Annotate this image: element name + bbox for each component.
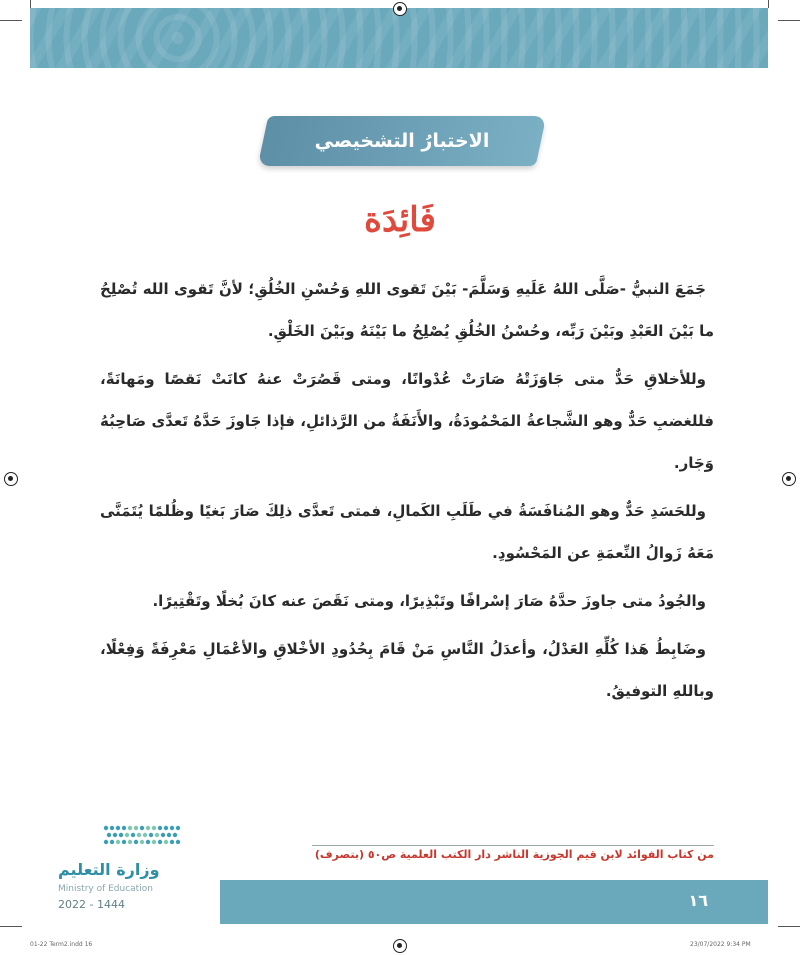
page-number: ١٦ xyxy=(688,891,708,910)
ministry-name-arabic: وزارة التعليم xyxy=(58,860,160,879)
top-decorative-band xyxy=(30,8,768,68)
footnote-source: من كتاب الفوائد لابن قيم الجوزية الناشر دار الكتب العلمية ص٥٠ (بتصرف) xyxy=(314,848,714,861)
banner-title: الاختبارُ التشخيصي xyxy=(314,130,490,152)
ministry-logo xyxy=(40,822,200,917)
paragraph: وللأخلاقِ حَدٌّ متى جَاوَزَتْهُ صَارَتْ عُدْوانًا، ومتى قَصُرَتْ عنهُ كانَتْ نَقصًا ومَهانَةً، فللغضبِ حَدٌّ وهو الشَّجاعةُ المَحْمُودَةُ، والأَنَفَةُ من الرَّذائلِ، فإذا جَاوزَ حَدَّهُ تَعدَّى صَاحِبُهُ وَجَار. xyxy=(100,370,714,472)
registration-mark-left xyxy=(4,472,18,486)
crop-mark xyxy=(30,0,31,8)
registration-mark-bottom xyxy=(393,939,407,953)
crop-mark xyxy=(778,20,800,21)
body-text xyxy=(100,268,714,718)
crop-mark xyxy=(0,926,22,927)
print-slug-left: 01-22 Term2.indd 16 xyxy=(30,941,93,948)
crop-mark xyxy=(0,20,22,21)
logo-dots-icon xyxy=(100,822,190,852)
registration-mark-top xyxy=(393,2,407,16)
footnote-divider xyxy=(312,845,714,846)
crop-mark xyxy=(768,0,769,8)
paragraph: وضَابِطُ هَذا كُلِّهِ العَدْلُ، وأعدَلُ النَّاسِ مَنْ قَامَ بِحُدُودِ الأخْلاقِ والأعْمَالِ مَعْرِفَةً وَفِعْلًا، وباللهِ التوفيقُ. xyxy=(100,640,714,700)
print-slug-right: 23/07/2022 9:34 PM xyxy=(690,941,751,948)
edition-year: 2022 - 1444 xyxy=(58,898,125,911)
paragraph: وللحَسَدِ حَدٌّ وهو المُنافَسَةُ في طَلَبِ الكَمالِ، فمتى تَعدَّى ذلِكَ صَارَ بَغيًا وظُلمًا يُتَمَنَّى مَعَهُ زَوالُ النِّعمَةِ عن المَحْسُودِ. xyxy=(100,502,714,562)
paragraph: والجُودُ متى جاوزَ حدَّهُ صَارَ إسْرافًا وتَبْذِيرًا، ومتى نَقَصَ عنه كانَ بُخلًا وتَقْتِيرًا. xyxy=(152,592,706,610)
ministry-name-english: Ministry of Education xyxy=(58,884,153,894)
paragraph: جَمَعَ النبيُّ -صَلَّى اللهُ عَلَيهِ وَسَلَّمَ- بَيْنَ تَقوى اللهِ وَحُسْنِ الخُلُقِ؛ لأنَّ تَقوى الله تُصْلِحُ ما بَيْنَ العَبْدِ وبَيْنَ رَبِّه، وحُسْنُ الخُلُقِ يُصْلِحُ ما بَيْنَهُ وبَيْنَ الخَلْقِ. xyxy=(100,280,714,340)
crop-mark xyxy=(778,926,800,927)
page-heading: فَائِدَة xyxy=(364,200,436,240)
registration-mark-right xyxy=(782,472,796,486)
bottom-band xyxy=(220,880,768,924)
section-banner xyxy=(263,116,541,166)
band-pattern xyxy=(30,8,768,68)
